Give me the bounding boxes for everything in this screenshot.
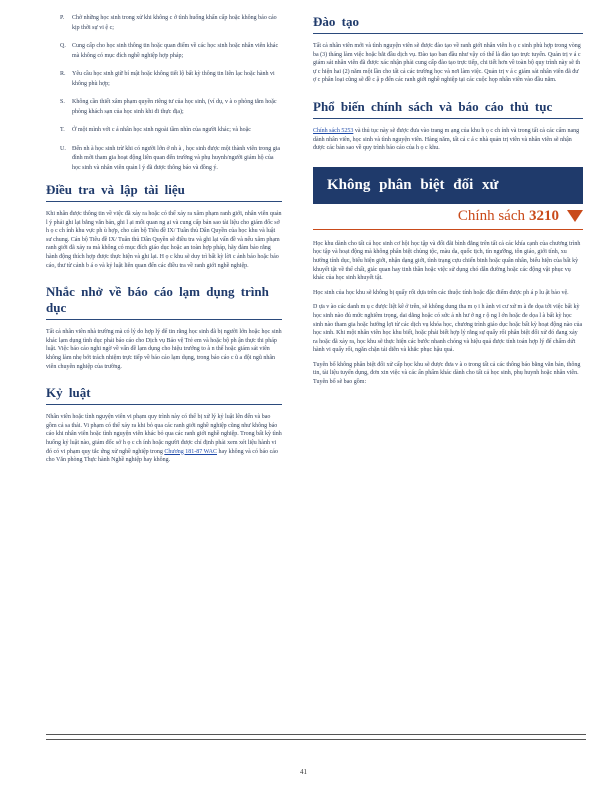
discipline-section: [46, 385, 282, 465]
training-section: [313, 14, 583, 85]
discipline-text-body: Nhân viên hoặc tình nguyện viên vi phạm quy trình này có thể bị xử lý kỷ luật lên đến và bao gồm cả sa thải. Vi phạm có thể xảy ra khi bỏ qua các ranh giới nghề nghiệp cũng như không báo cáo khi nhân viên hoặc tình nguyện viên khác bỏ qua các ranh giới nghề nghiệp. Trong bất kỳ tình huống kỷ luật nào, giám đốc sở h ọ c ch ính hoặc người được chỉ định phải xem xét liệu hành vi đó có vi phạm quy tắc ứng xử nghề nghiệp trong: [46, 414, 282, 455]
training-text: Tất cả nhân viên mới và tình nguyện viên sẽ được đào tạo về ranh giới nhân viên h ọ c sinh phù hợp trong vòng ba (3) tháng làm việc hoặc bắt đầu dịch vụ. Đào tạo ban đầu như vậy có thể là đào tạo trực tuyến. Quản trị v á c giám sát nhân viên đã được xác nhận phải cung cấp đào tạo trực tiếp, chi tiết hơn về toàn bộ quy trình này sẽ th ự c hiện hai (2) năm một lần cho tất cả các trường học và nơi làm việc. Quản trị v á c giám sát nhân viên đã đư ợ c phân loại cũng sẽ đề c ậ p đến các ranh giới nghề nghiệp tại các cuộc họp nhân viên vào đầu năm.: [313, 43, 581, 84]
policy-number: 3210: [529, 207, 559, 224]
policy-5253-link[interactable]: Chính sách 5253: [313, 127, 354, 134]
nondiscrimination-body: [313, 240, 583, 387]
dissemination-text-body: và thủ tục này sẽ được đưa vào trang m ạng của khu h ọ c ch ính và trong tất cả các cẩm nang dành nhân viên, học sinh và tình nguyện viên. Hàng năm, tất cả c á c nhà quản trị viên và nhân viên sẽ nhận được các bản sao về quy trình báo cáo của h ọ c khu.: [313, 127, 580, 152]
left-column: [46, 14, 282, 479]
investigation-text: Khi nhân được thông tin về việc đã xảy ra hoặc có thể xảy ra xâm phạm ranh giới, nhân viên quản l ý phải ghi lại bằng văn bản, ghi l ại mối quan ng ại và cung cấp bản sao tài liệu cho giám đốc sở h ọ c ch ính khu vực ph ù hợp, cho cán bộ Tiêu đề IX/ Tuân thủ Dân Quyền của học khu và luật sư chung. Cán bộ Tiêu đề IX/ Tuân thủ Dân Quyền sẽ điều tra và ghi lại vấn đề và nếu xâm phạm ranh giới đã xảy ra mà không có mục đích giáo dục hoặc an toàn hợp pháp, hãy đảm bảo rằng hành động thích hợp được thực hiện và ghi lại. H ọ c khu sẽ duy trì bất kỳ lời c ảnh báo hoặc báo cáo, thư từ cảnh b á o và kỷ luật liên quan đến các điều tra về ranh giới nghề nghiệp.: [46, 211, 282, 269]
list-item-text: Cung cấp cho học sinh thông tin hoặc quan điểm về các học sinh hoặc nhân viên khác mà không có mục đích nghề nghiệp hợp pháp;: [72, 43, 279, 59]
list-item-letter: S.: [60, 99, 65, 105]
list-item: [46, 145, 282, 174]
nondiscrimination-paragraph: Tuyên bố không phân biệt đối xử cấp học khu sẽ được đưa v à o trong tất cả các thông báo bằng văn bản, thông tin, tài liệu tuyển dụng, đơn xin việc và các ấn phẩm khác dành cho tất cả học sinh, phụ huynh hoặc nhân viên. Tuyên bố sẽ bao gồm:: [313, 361, 581, 386]
footer-divider: [46, 734, 586, 740]
list-item: [46, 14, 282, 33]
nondiscrimination-paragraph: Học khu dành cho tất cả học sinh cơ hội học tập và đối đãi bình đẳng trên tất cả các khía cạnh của chương trình học tập và hoạt động mà không phân biệt chủng tộc, màu da, quốc tịch, tín ngưỡng, tôn giáo, giới tính, xu hướng tính dục, biểu hiện giới, nhận dạng giới, tình trạng cựu chiến binh hoặc quân nhân, biểu hiện của bất kỳ khuyết tật về thể chất, giác quan hay tinh thần hoặc việc sử dụng chó dẫn đường hoặc các động vật phục vụ khác của học sinh khuyết tật.: [313, 240, 581, 282]
dissemination-heading: Phổ biến chính sách và báo cáo thủ tục: [313, 99, 583, 119]
discipline-text-after: hay không và có báo cáo cho Văn phòng Thực hành Nghề nghiệp hay không.: [46, 448, 278, 464]
investigation-heading: Điều tra và lập tài liệu: [46, 182, 282, 202]
discipline-text: [46, 413, 282, 465]
right-column: [313, 14, 583, 393]
nondiscrimination-banner: Không phân biệt đối xử: [313, 167, 583, 204]
wac-chapter-link[interactable]: Chương 181-87 WAC: [164, 448, 217, 455]
list-item-letter: R.: [60, 71, 66, 77]
list-item: [46, 42, 282, 61]
nondiscrimination-paragraph: D ựa v ào các danh m ụ c được liệt kê ở trên, sẽ không dung tha m ọ i h ành vi cư xử m à đe dọa tới việc bất kỳ học sinh nào đủ mức nghiêm trọng, dai dẳng hoặc có sức ả nh hư ở ng r ộ ng l ớn hoặc đe dọa l à bất kỳ học sinh nào tham gia hoặc hưởng lợi từ các dịch vụ khóa học, chương trình giáo dục hoặc bất kỳ hoạt động nào của học sinh. Khi một nhân viên học khu biết, hoặc phải biết hợp lý rằng sự quấy rối phân biệt đối xử đó đang xảy ra hoặc đã xảy ra, học khu sẽ thực hiện các bước nhanh chóng và hiệu quả được tính toán hợp lý để chấm dứt hành vi quấy rối, ngăn chặn tái diễn và khắc phục hậu quả.: [313, 304, 583, 354]
list-item: [46, 126, 282, 136]
list-item: [46, 98, 282, 117]
investigation-section: [46, 182, 282, 270]
list-item-letter: Q.: [60, 43, 66, 49]
discipline-heading: Kỷ luật: [46, 385, 282, 405]
list-item-letter: U.: [60, 145, 66, 152]
abuse-reporting-text: Tất cả nhân viên nhà trường mà có lý do hợp lý để tin rằng học sinh đã bị người lớn hoặc học sinh khác lạm dụng tình dục phải báo cáo cho Dịch vụ Bảo vệ Trẻ em và hoặc bộ ph ận thực thi pháp luật. Việc báo cáo nghi ngờ về vấn đề lạm dụng cho hiệu trưởng to à n thể hoặc giám sát viên không làm nhẹ bớt trách nhiệm trực tiếp về báo cáo lạm dụng, trong báo cáo c ũ a đội ngũ nhân viên chuyên nghiệp của trường.: [46, 329, 282, 370]
prohibited-behaviors-list: [46, 14, 282, 173]
abuse-reporting-section: [46, 284, 282, 371]
dissemination-section: [313, 99, 583, 153]
list-item-text: Ở một mình với c á nhân học sinh ngoài tầm nhìn của người khác; và hoặc: [72, 127, 251, 133]
training-heading: Đào tạo: [313, 14, 583, 34]
policy-label: Chính sách: [457, 207, 525, 224]
triangle-down-icon: [567, 210, 583, 222]
list-item-text: Chờ những học sinh trong xử khi không c ở tình huống khẩn cấp hoặc không báo cáo kịp thời sự vi ệ c;: [72, 15, 277, 31]
abuse-reporting-heading: Nhắc nhở về báo cáo lạm dụng trình dục: [46, 284, 282, 320]
list-item-text: Yêu cầu học sinh giữ bí mật hoặc không tiết lộ bất kỳ thông tin liên lạc hoặc hành vi không phù hợp;: [72, 71, 275, 87]
nondiscrimination-paragraph: Học sinh của học khu sẽ không bị quấy rối dựa trên các thuộc tính hoặc đặc điểm được ph á p lu ật bảo vệ.: [313, 289, 569, 296]
list-item-text: Không cần thiết xâm phạm quyền riêng tư của học sinh, (ví dụ, v à o phòng tắm hoặc phòng khách sạn của học sinh khi đi thực địa);: [72, 99, 277, 115]
dissemination-text: [313, 127, 583, 153]
list-item-text: Đến nh à học sinh trừ khi có người lớn ở nh à , học sinh được một thành viên trong gia đình mời tham gia hoạt động liên quan đến trường và phụ huynh/người giám hộ của học sinh và nhân viên quản l ý đã được thông báo và đồng ý.: [72, 145, 281, 171]
page-number: 41: [300, 768, 307, 776]
list-item-letter: T.: [60, 127, 65, 133]
list-item-letter: P.: [60, 15, 65, 21]
policy-header: [313, 208, 583, 230]
list-item: [46, 70, 282, 89]
